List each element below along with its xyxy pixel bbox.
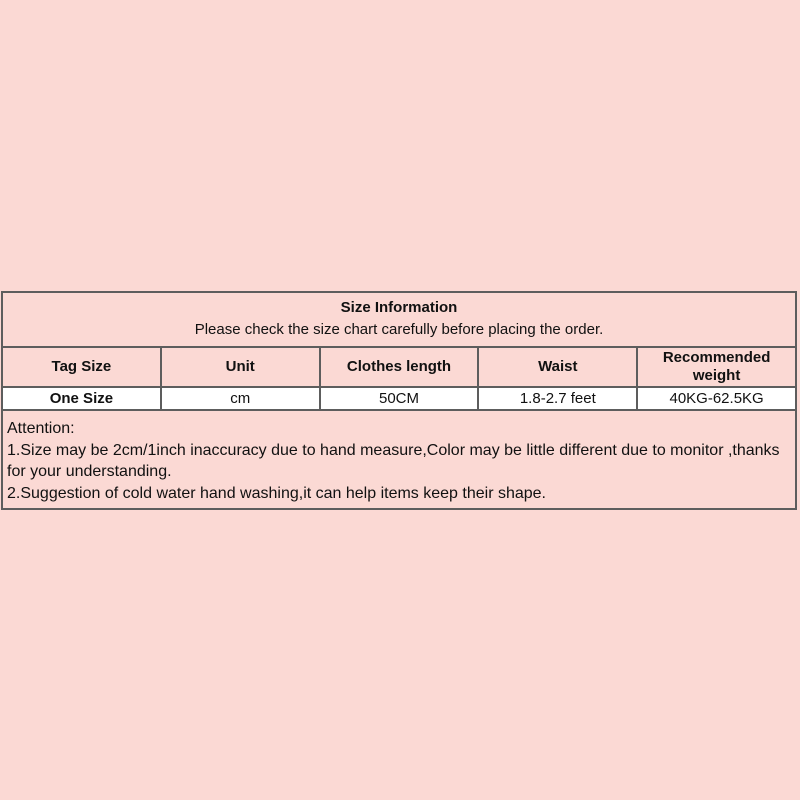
attention-heading: Attention: (7, 420, 75, 437)
size-information-table (1, 291, 797, 510)
title-cell (2, 292, 796, 347)
column-header-clothes-length: Clothes length (320, 347, 479, 387)
table-row (2, 387, 796, 410)
cell-recommended-weight: 40KG-62.5KG (637, 387, 796, 410)
column-header-tag-size: Tag Size (2, 347, 161, 387)
table-title: Size Information (340, 299, 458, 316)
cell-clothes-length: 50CM (320, 387, 479, 410)
column-header-waist: Waist (478, 347, 637, 387)
column-header-unit: Unit (161, 347, 320, 387)
attention-line-1: 1.Size may be 2cm/1inch inaccuracy due to hand measure,Color may be little different due to monitor ,thanks for your understanding. (7, 441, 780, 480)
cell-unit: cm (161, 387, 320, 410)
table-subtitle: Please check the size chart carefully before placing the order. (194, 321, 604, 338)
attention-line-2: 2.Suggestion of cold water hand washing,it can help items keep their shape. (7, 484, 546, 502)
table-title-row (2, 292, 796, 347)
table-notes-row (2, 410, 796, 509)
cell-waist: 1.8-2.7 feet (478, 387, 637, 410)
cell-tag-size: One Size (2, 387, 161, 410)
table-header-row (2, 347, 796, 387)
attention-notes (2, 410, 796, 509)
column-header-recommended-weight: Recommended weight (637, 347, 796, 387)
